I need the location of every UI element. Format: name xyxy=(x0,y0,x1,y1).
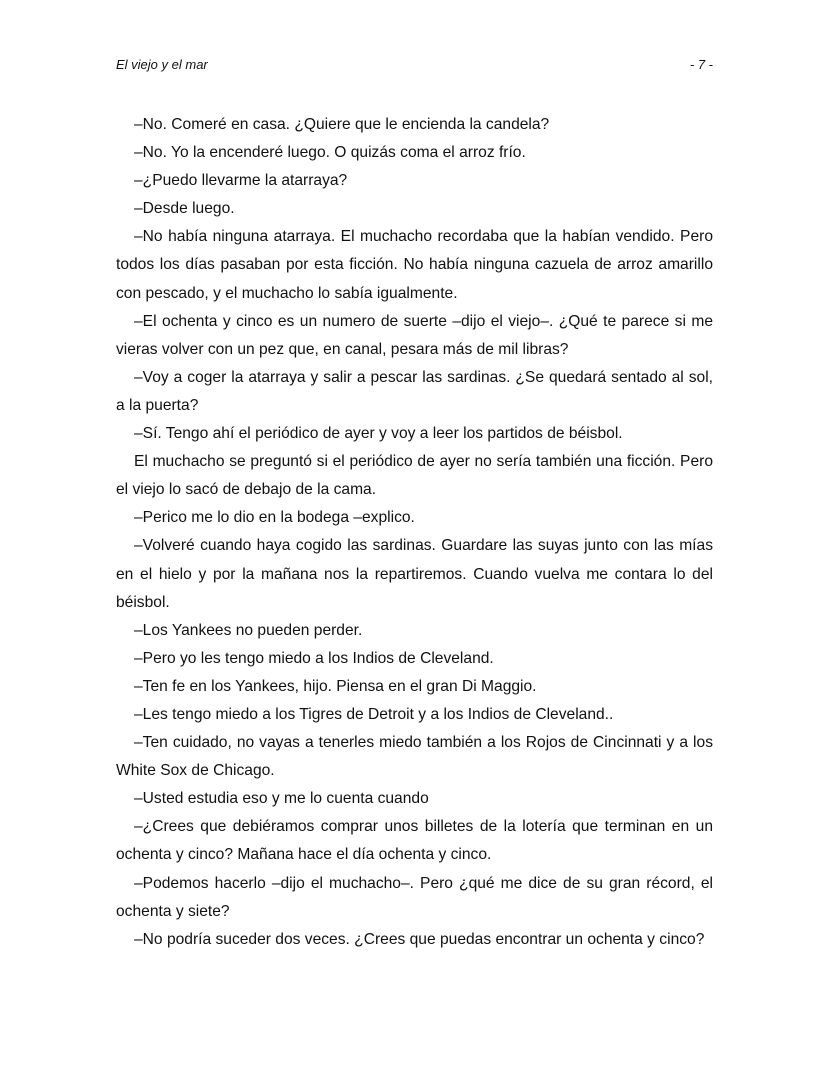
body-text xyxy=(116,111,713,954)
paragraph: –No. Comeré en casa. ¿Quiere que le encienda la candela? xyxy=(134,116,550,133)
running-title: El viejo y el mar xyxy=(116,57,208,72)
page-number: - 7 - xyxy=(689,57,713,72)
paragraph: –Los Yankees no pueden perder. xyxy=(134,621,363,639)
paragraph: –Ten cuidado, no vayas a tenerles miedo también a los Rojos de Cincinnati y a los White Sox de Chicago. xyxy=(116,734,713,780)
paragraph: –No había ninguna atarraya. El muchacho recordaba que la habían vendido. Pero todos los días pasaban por esta ficción. No había ninguna cazuela de arroz amarillo con pescado, y el muchacho lo sabía igualmente. xyxy=(116,228,713,302)
paragraph: –No. Yo la encenderé luego. O quizás coma el arroz frío. xyxy=(134,144,526,162)
paragraph: El muchacho se preguntó si el periódico de ayer no sería también una ficción. Pero el viejo lo sacó de debajo de la cama. xyxy=(116,453,713,499)
paragraph: –¿Puedo llevarme la atarraya? xyxy=(134,172,348,190)
paragraph: –¿Crees que debiéramos comprar unos billetes de la lotería que terminan en un ochenta y cinco? Mañana hace el día ochenta y cinco. xyxy=(116,818,713,864)
paragraph: –Usted estudia eso y me lo cuenta cuando xyxy=(134,790,429,808)
paragraph: –Voy a coger la atarraya y salir a pescar las sardinas. ¿Se quedará sentado al sol, a la puerta? xyxy=(116,368,713,414)
paragraph: –No podría suceder dos veces. ¿Crees que puedas encontrar un ochenta y cinco? xyxy=(134,930,705,948)
paragraph: –Sí. Tengo ahí el periódico de ayer y voy a leer los partidos de béisbol. xyxy=(134,425,623,443)
paragraph: –Pero yo les tengo miedo a los Indios de Cleveland. xyxy=(134,649,494,667)
paragraph: –Les tengo miedo a los Tigres de Detroit y a los Indios de Cleveland.. xyxy=(134,705,614,723)
page-header xyxy=(116,57,713,75)
paragraph: –Volveré cuando haya cogido las sardinas. Guardare las suyas junto con las mías en el hielo y por la mañana nos la repartiremos. Cuando vuelva me contara lo del béisbol. xyxy=(116,537,713,611)
paragraph: –El ochenta y cinco es un numero de suerte –dijo el viejo–. ¿Qué te parece si me vieras volver con un pez que, en canal, pesara más de mil libras? xyxy=(116,312,713,358)
paragraph: –Ten fe en los Yankees, hijo. Piensa en el gran Di Maggio. xyxy=(134,677,537,695)
paragraph: –Perico me lo dio en la bodega –explico. xyxy=(134,509,415,527)
paragraph: –Podemos hacerlo –dijo el muchacho–. Pero ¿qué me dice de su gran récord, el ochenta y siete? xyxy=(116,874,713,920)
paragraph: –Desde luego. xyxy=(134,200,235,218)
